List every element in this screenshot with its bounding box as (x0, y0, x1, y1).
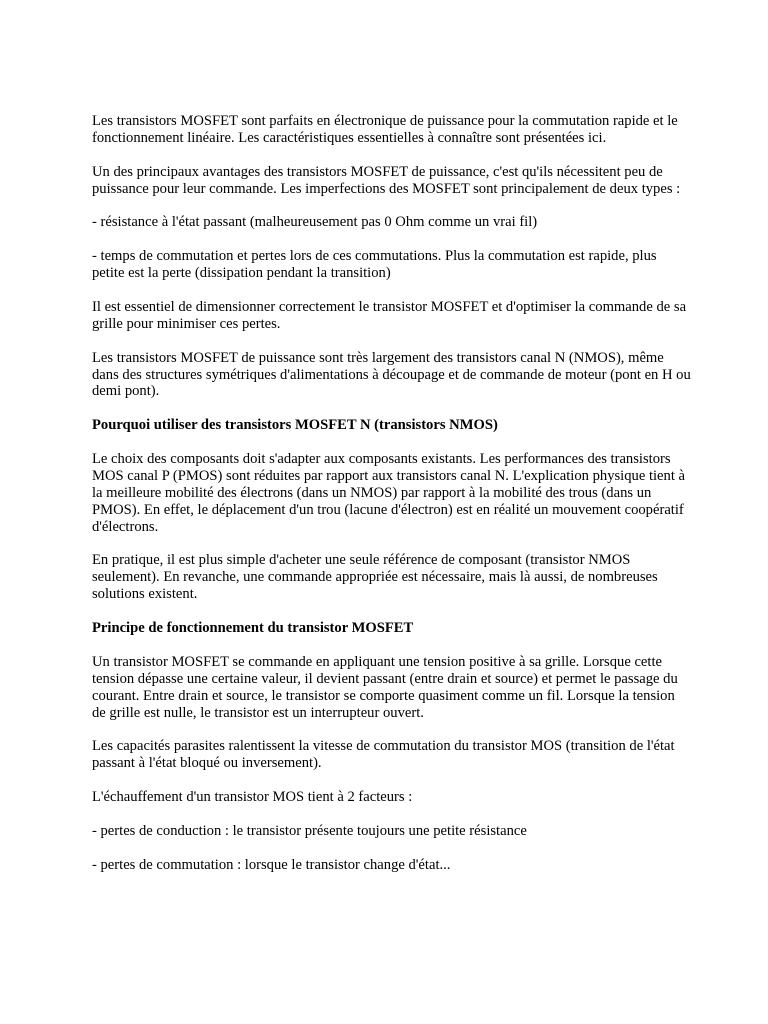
document-page (92, 113, 692, 890)
paragraph-list-item-switching-losses: - pertes de commutation : lorsque le transistor change d'état... (92, 856, 451, 873)
paragraph-advantages: Un des principaux avantages des transistors MOSFET de puissance, c'est qu'ils nécessitent peu de puissance pour leur commande. Les imperfections des MOSFET sont principalement de deux types : (92, 163, 681, 197)
paragraph-list-item-resistance: - résistance à l'état passant (malheureusement pas 0 Ohm comme un vrai fil) (92, 214, 538, 231)
section-heading-why-nmos: Pourquoi utiliser des transistors MOSFET N (transistors NMOS) (92, 417, 498, 434)
section-heading-principle: Principe de fonctionnement du transistor MOSFET (92, 620, 414, 637)
paragraph-heating: L'échauffement d'un transistor MOS tient à 2 facteurs : (92, 789, 413, 806)
paragraph-parasitic-capacitance: Les capacités parasites ralentissent la vitesse de commutation du transistor MOS (transition de l'état passant à l'état bloqué ou inversement). (92, 738, 675, 772)
paragraph-list-item-conduction-losses: - pertes de conduction : le transistor présente toujours une petite résistance (92, 822, 527, 839)
paragraph-nmos-usage: Les transistors MOSFET de puissance sont très largement des transistors canal N (NMOS), même dans des structures symétriques d'alimentations à découpage et de commande de moteur (pont en H ou demi pont). (92, 349, 691, 400)
paragraph-practice: En pratique, il est plus simple d'acheter une seule référence de composant (transistor NMOS seulement). En revanche, une commande appropriée est nécessaire, mais là aussi, de nombreuses solutions existent. (92, 552, 658, 603)
paragraph-sizing: Il est essentiel de dimensionner correctement le transistor MOSFET et d'optimiser la commande de sa grille pour minimiser ces pertes. (92, 298, 687, 332)
paragraph-component-choice: Le choix des composants doit s'adapter aux composants existants. Les performances des transistors MOS canal P (PMOS) sont réduites par rapport aux transistors canal N. L'explication physique tient à la meilleure mobilité des électrons (dans un NMOS) par rapport à la mobilité des trous (dans un PMOS). En effet, le déplacement d'un trou (lacune d'électron) est en réalité un mouvement coopératif d'électrons. (92, 451, 686, 535)
paragraph-intro: Les transistors MOSFET sont parfaits en électronique de puissance pour la commutation rapide et le fonctionnement linéaire. Les caractéristiques essentielles à connaître sont présentées ici. (92, 113, 678, 146)
paragraph-list-item-switching: - temps de commutation et pertes lors de ces commutations. Plus la commutation est rapide, plus petite est la perte (dissipation pendant la transition) (92, 248, 657, 282)
paragraph-operation: Un transistor MOSFET se commande en appliquant une tension positive à sa grille. Lorsque cette tension dépasse une certaine valeur, il devient passant (entre drain et source) et permet le passage du courant. Entre drain et source, le transistor se comporte quasiment comme un fil. Lorsque la tension de grille est nulle, le transistor est un interrupteur ouvert. (92, 653, 678, 721)
